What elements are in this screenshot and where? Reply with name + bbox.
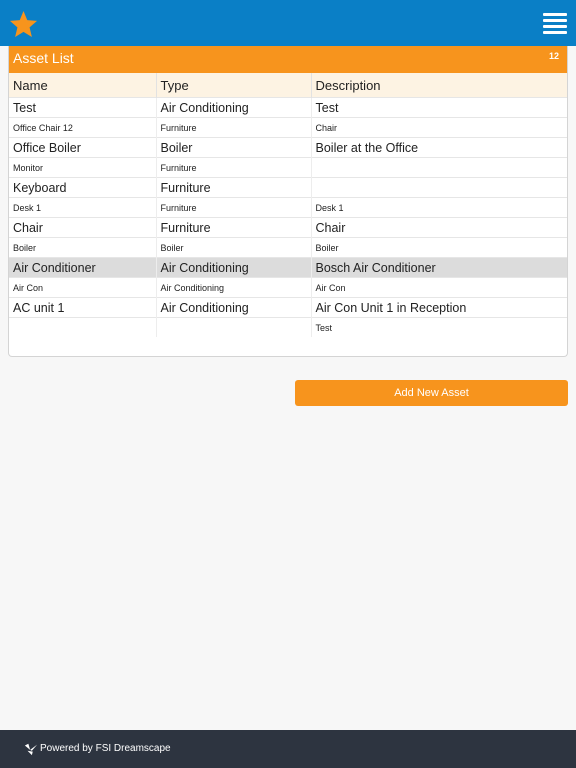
cell-description: Boiler at the Office xyxy=(311,138,567,158)
table-row[interactable] xyxy=(9,138,567,158)
asset-list-title: Asset List xyxy=(13,50,74,66)
footer xyxy=(0,730,576,768)
cell-type: Furniture xyxy=(156,178,311,198)
cell-description: Chair xyxy=(311,218,567,238)
cell-type: Furniture xyxy=(156,198,311,218)
cell-name: Air Con xyxy=(9,278,156,298)
column-header-type[interactable]: Type xyxy=(156,73,311,98)
cell-name: Keyboard xyxy=(9,178,156,198)
table-row[interactable] xyxy=(9,318,567,338)
table-row[interactable] xyxy=(9,98,567,118)
cell-type: Furniture xyxy=(156,118,311,138)
cell-description: Test xyxy=(311,98,567,118)
asset-list-panel xyxy=(8,46,568,357)
cell-type: Air Conditioning xyxy=(156,298,311,318)
cell-type: Air Conditioning xyxy=(156,278,311,298)
cell-description xyxy=(311,178,567,198)
cell-description: Air Con Unit 1 in Reception xyxy=(311,298,567,318)
cell-name: AC unit 1 xyxy=(9,298,156,318)
cell-name: Office Boiler xyxy=(9,138,156,158)
column-header-description[interactable]: Description xyxy=(311,73,567,98)
cell-name xyxy=(9,318,156,338)
asset-table xyxy=(9,73,567,337)
cell-type: Furniture xyxy=(156,218,311,238)
cell-name: Air Conditioner xyxy=(9,258,156,278)
table-row[interactable] xyxy=(9,198,567,218)
table-row[interactable] xyxy=(9,158,567,178)
footer-powered-by: Powered by FSI Dreamscape xyxy=(40,743,171,754)
table-row[interactable] xyxy=(9,258,567,278)
cell-description: Test xyxy=(311,318,567,338)
menu-line xyxy=(543,13,567,16)
star-icon[interactable] xyxy=(8,9,39,40)
table-row[interactable] xyxy=(9,118,567,138)
cell-description: Chair xyxy=(311,118,567,138)
cell-description: Air Con xyxy=(311,278,567,298)
cell-description xyxy=(311,158,567,178)
table-row[interactable] xyxy=(9,218,567,238)
hamburger-menu-icon[interactable] xyxy=(543,13,567,35)
cell-description: Boiler xyxy=(311,238,567,258)
menu-line xyxy=(543,25,567,28)
asset-count-badge: 12 xyxy=(548,51,559,61)
table-row[interactable] xyxy=(9,238,567,258)
cell-type xyxy=(156,318,311,338)
asset-table-body xyxy=(9,98,567,338)
cell-name: Chair xyxy=(9,218,156,238)
top-bar xyxy=(0,0,576,46)
table-row[interactable] xyxy=(9,298,567,318)
cell-name: Boiler xyxy=(9,238,156,258)
cell-type: Boiler xyxy=(156,238,311,258)
cell-type: Air Conditioning xyxy=(156,98,311,118)
cell-type: Boiler xyxy=(156,138,311,158)
cell-type: Furniture xyxy=(156,158,311,178)
table-row[interactable] xyxy=(9,178,567,198)
asset-list-header xyxy=(9,46,567,73)
cell-type: Air Conditioning xyxy=(156,258,311,278)
cell-name: Desk 1 xyxy=(9,198,156,218)
menu-line xyxy=(543,31,567,34)
cell-description: Desk 1 xyxy=(311,198,567,218)
cell-name: Monitor xyxy=(9,158,156,178)
menu-line xyxy=(543,19,567,22)
table-row[interactable] xyxy=(9,278,567,298)
fsi-logo-icon xyxy=(24,742,38,756)
table-header-row xyxy=(9,73,567,98)
add-new-asset-button[interactable]: Add New Asset xyxy=(295,380,568,406)
column-header-name[interactable]: Name xyxy=(9,73,156,98)
cell-description: Bosch Air Conditioner xyxy=(311,258,567,278)
cell-name: Test xyxy=(9,98,156,118)
cell-name: Office Chair 12 xyxy=(9,118,156,138)
